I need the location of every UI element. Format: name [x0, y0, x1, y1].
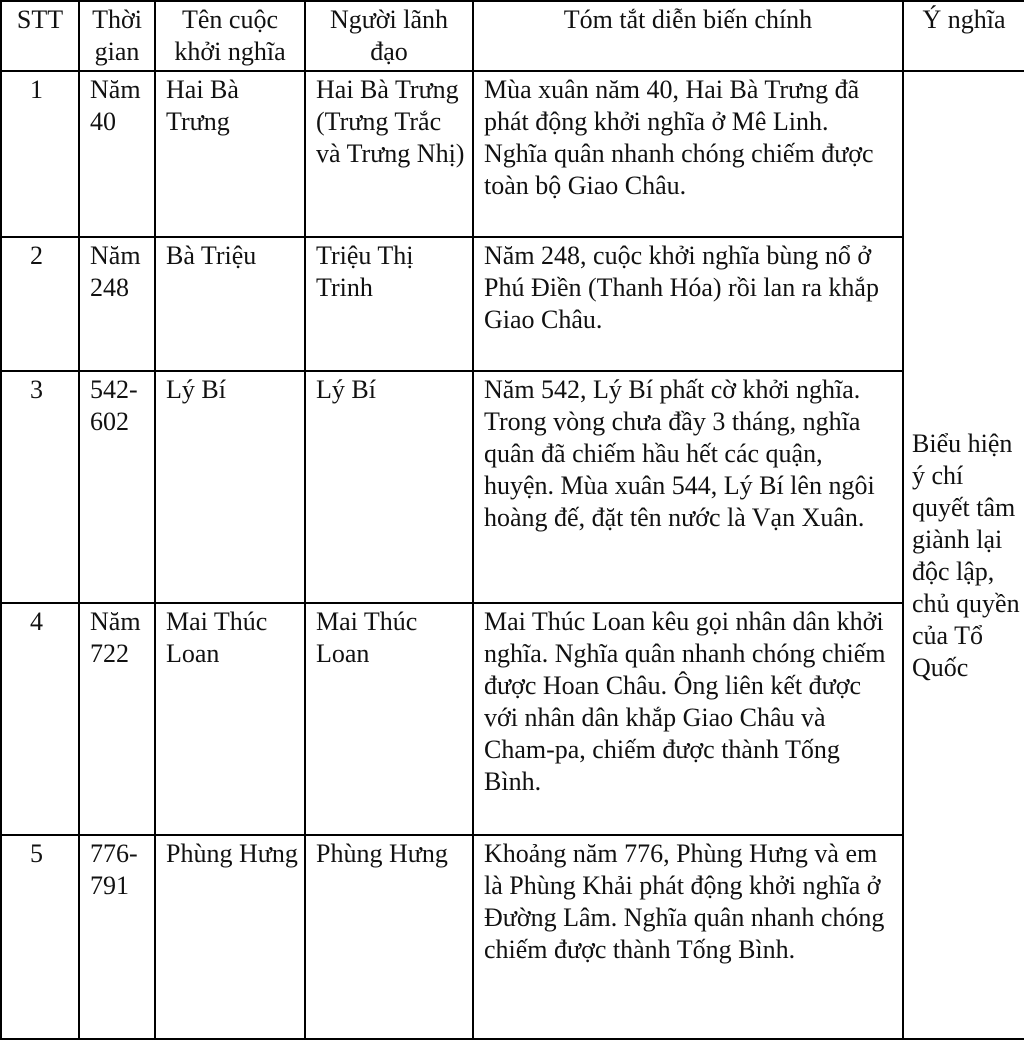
header-time: Thời gian: [79, 1, 155, 71]
cell-leader: Phùng Hưng: [305, 835, 473, 1039]
cell-leader: Mai Thúc Loan: [305, 603, 473, 835]
table-row: [1, 603, 1024, 835]
cell-stt: 1: [1, 71, 79, 237]
cell-time: 542-602: [79, 371, 155, 603]
table-row: [1, 237, 1024, 371]
cell-summary: Mai Thúc Loan kêu gọi nhân dân khởi nghĩa. Nghĩa quân nhanh chóng chiếm được Hoan Châu. Ông liên kết được với nhân dân khắp Giao Châu và Cham-pa, chiếm được thành Tống Bình.: [473, 603, 903, 835]
table-row: [1, 71, 1024, 237]
cell-leader: Lý Bí: [305, 371, 473, 603]
cell-time: Năm 40: [79, 71, 155, 237]
header-summary: Tóm tắt diễn biến chính: [473, 1, 903, 71]
cell-stt: 4: [1, 603, 79, 835]
cell-meaning: Biểu hiện ý chí quyết tâm giành lại độc lập, chủ quyền của Tổ Quốc: [903, 71, 1024, 1039]
cell-stt: 3: [1, 371, 79, 603]
cell-name: Lý Bí: [155, 371, 305, 603]
cell-summary: Năm 248, cuộc khởi nghĩa bùng nổ ở Phú Điền (Thanh Hóa) rồi lan ra khắp Giao Châu.: [473, 237, 903, 371]
cell-time: Năm 248: [79, 237, 155, 371]
header-stt: STT: [1, 1, 79, 71]
cell-summary: Khoảng năm 776, Phùng Hưng và em là Phùng Khải phát động khởi nghĩa ở Đường Lâm. Nghĩa quân nhanh chóng chiếm được thành Tống Bình.: [473, 835, 903, 1039]
cell-stt: 5: [1, 835, 79, 1039]
header-meaning: Ý nghĩa: [903, 1, 1024, 71]
table-row: [1, 835, 1024, 1039]
cell-leader: Hai Bà Trưng (Trưng Trắc và Trưng Nhị): [305, 71, 473, 237]
cell-name: Phùng Hưng: [155, 835, 305, 1039]
table-row: [1, 371, 1024, 603]
cell-time: 776-791: [79, 835, 155, 1039]
cell-leader: Triệu Thị Trinh: [305, 237, 473, 371]
cell-name: Mai Thúc Loan: [155, 603, 305, 835]
header-row: [1, 1, 1024, 71]
cell-summary: Mùa xuân năm 40, Hai Bà Trưng đã phát động khởi nghĩa ở Mê Linh. Nghĩa quân nhanh chóng chiếm được toàn bộ Giao Châu.: [473, 71, 903, 237]
cell-stt: 2: [1, 237, 79, 371]
cell-name: Bà Triệu: [155, 237, 305, 371]
cell-name: Hai Bà Trưng: [155, 71, 305, 237]
cell-summary: Năm 542, Lý Bí phất cờ khởi nghĩa. Trong vòng chưa đầy 3 tháng, nghĩa quân đã chiếm hầu hết các quận, huyện. Mùa xuân 544, Lý Bí lên ngôi hoàng đế, đặt tên nước là Vạn Xuân.: [473, 371, 903, 603]
header-leader: Người lãnh đạo: [305, 1, 473, 71]
header-name: Tên cuộc khởi nghĩa: [155, 1, 305, 71]
cell-time: Năm 722: [79, 603, 155, 835]
